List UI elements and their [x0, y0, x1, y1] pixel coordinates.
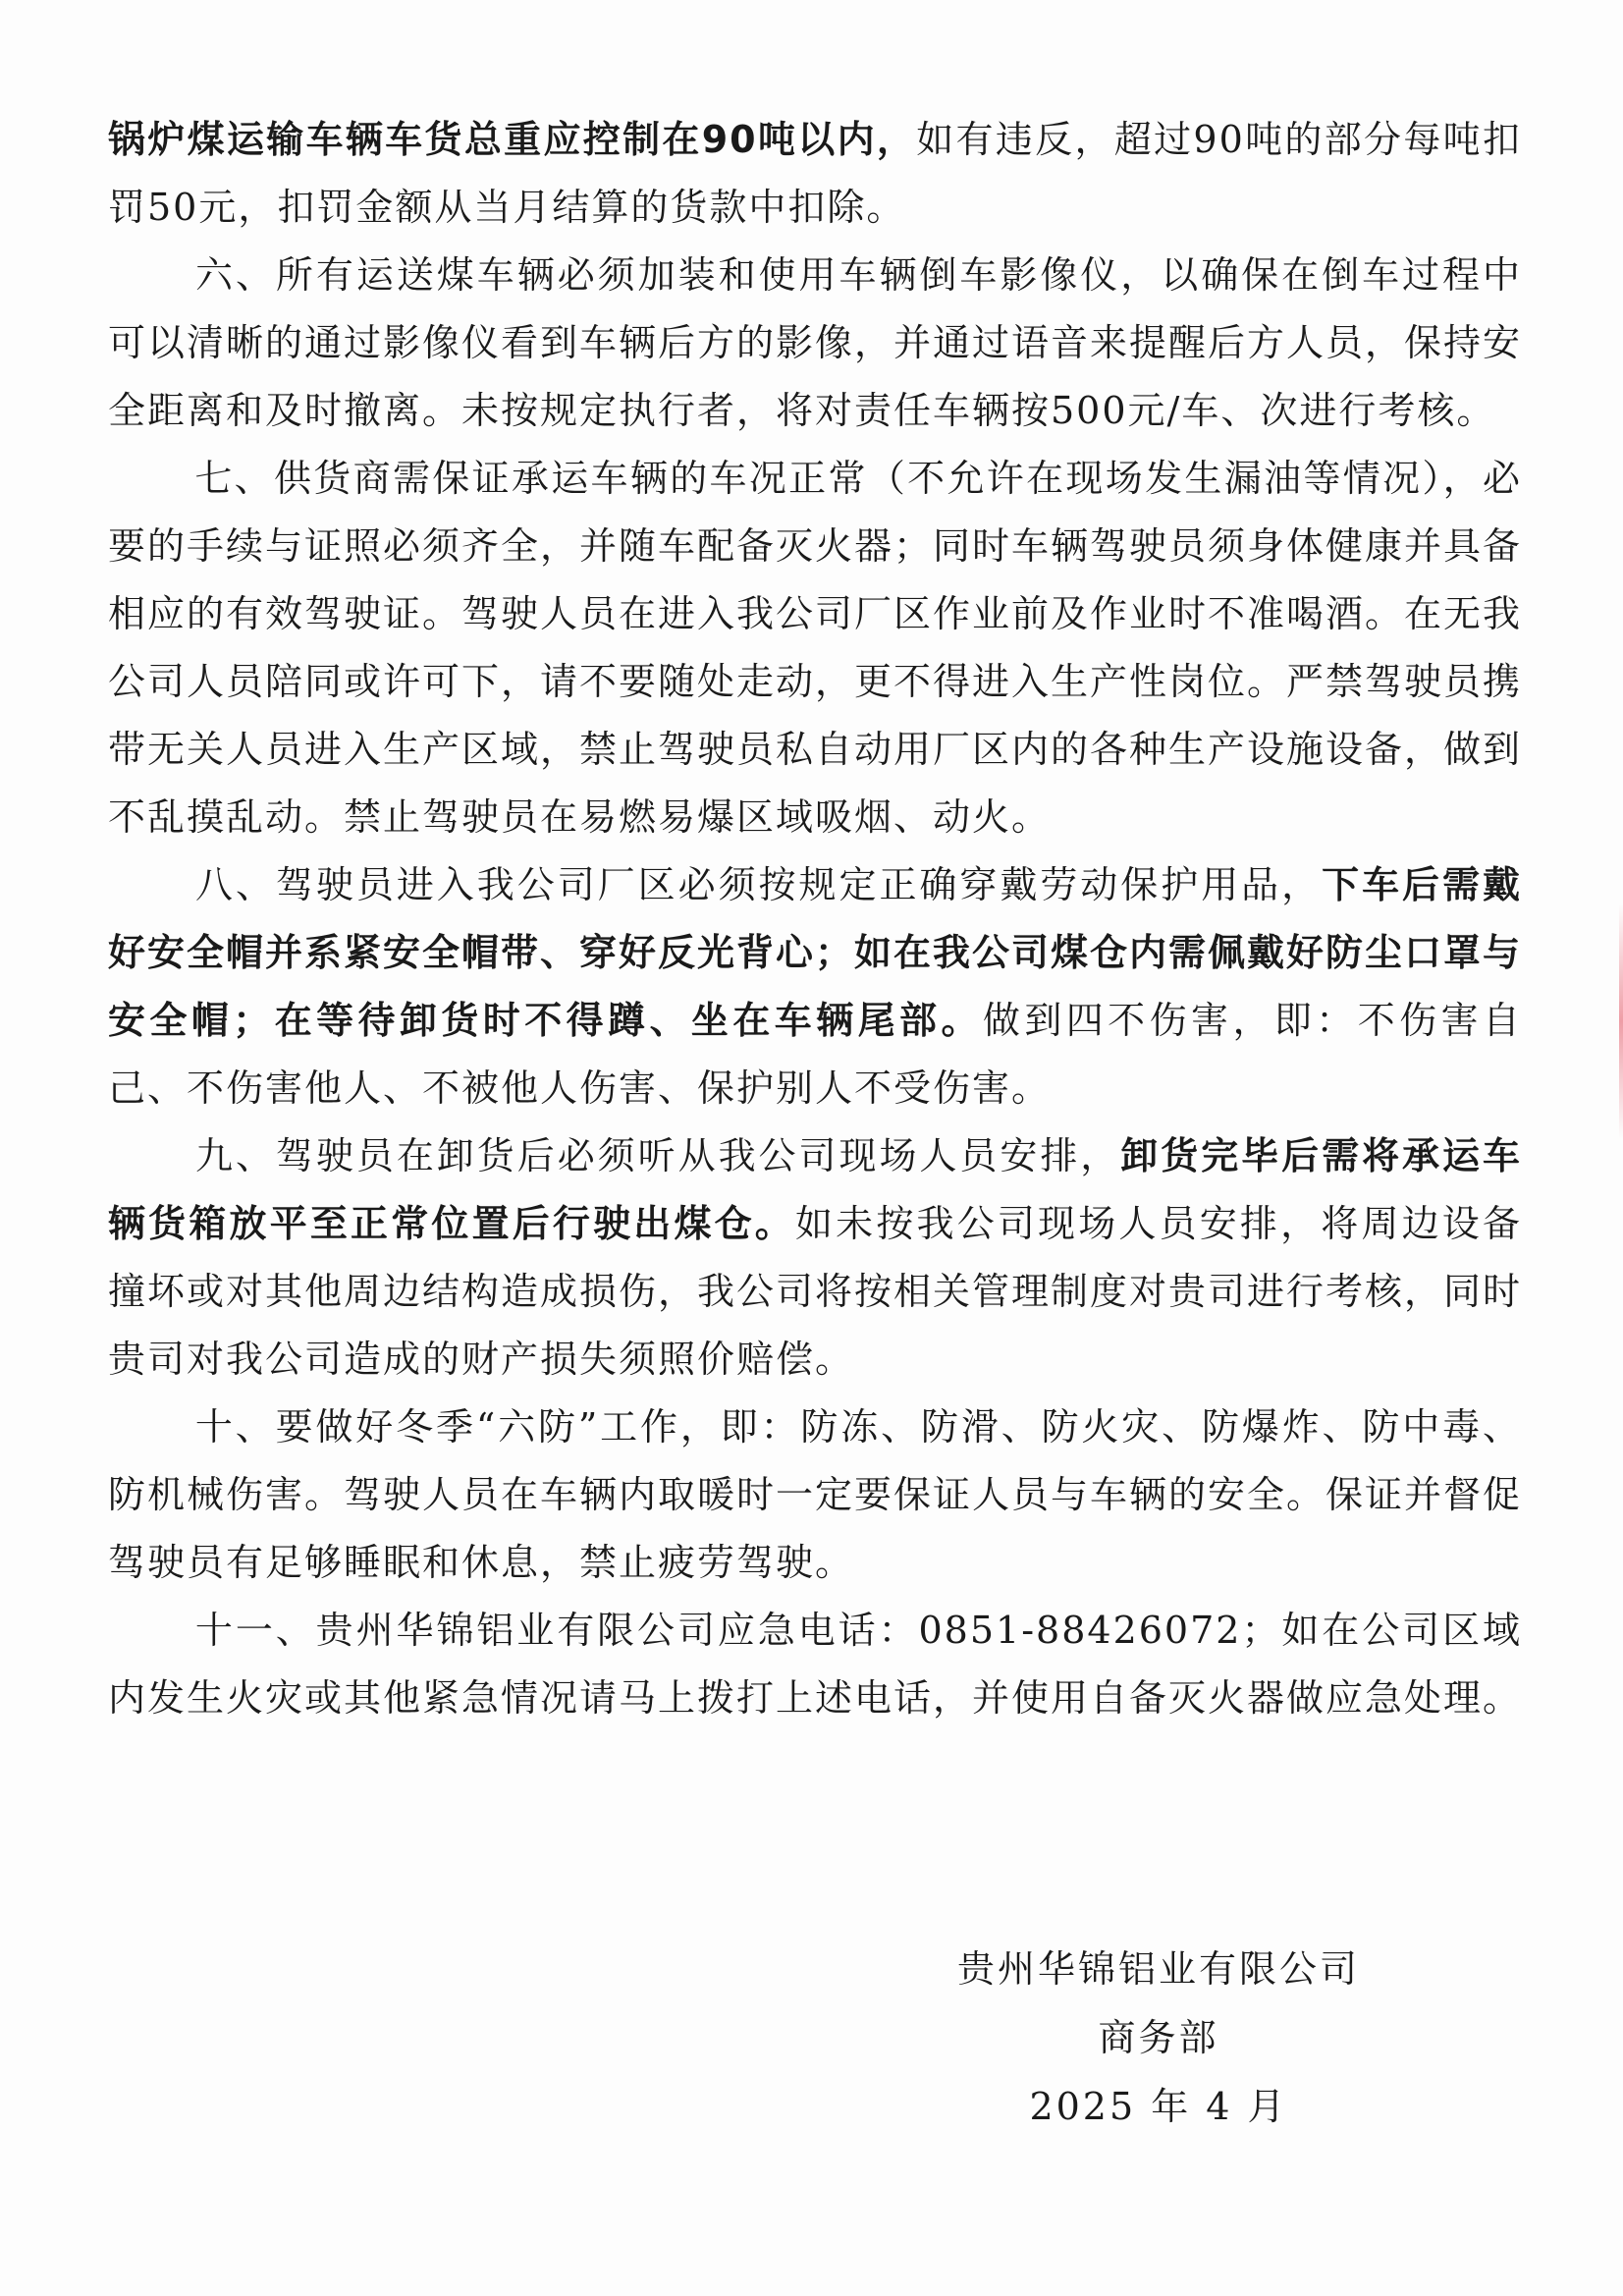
- signature-date: 2025 年 4 月: [1029, 2085, 1288, 2128]
- paragraph-text: 七、供货商需保证承运车辆的车况正常（不允许在现场发生漏油等情况），必要的手续与证照必须齐全，并随车配备灭火器；同时车辆驾驶员须身体健康并具备相应的有效驾驶证。驾驶人员在进入我公司厂区作业前及作业时不准喝酒。在无我公司人员陪同或许可下，请不要随处走动，更不得进入生产性岗位。严禁驾驶员携带无关人员进入生产区域，禁止驾驶员私自动用厂区内的各种生产设施设备，做到不乱摸乱动。禁止驾驶员在易燃易爆区域吸烟、动火。: [108, 457, 1523, 839]
- paragraph-8: [108, 851, 1522, 1122]
- paragraph-text: 八、驾驶员进入我公司厂区必须按规定正确穿戴劳动保护用品，: [194, 863, 1323, 906]
- paragraph-9: [108, 1122, 1522, 1394]
- paragraph-text: 如未按我公司现场人员安排，将周边设备撞坏或对其他周边结构造成损伤，我公司将按相关管理制度对贵司进行考核，同时贵司对我公司造成的财产损失须照价赔偿。: [108, 1202, 1523, 1381]
- signature-company: 贵州华锦铝业有限公司: [956, 1947, 1360, 1991]
- bold-text: 锅炉煤运输车辆车货总重应控制在90吨以内，: [108, 118, 917, 161]
- paragraph-text: 九、驾驶员在卸货后必须听从我公司现场人员安排，: [194, 1134, 1121, 1177]
- signature-department: 商务部: [1098, 2016, 1219, 2059]
- paragraph-11: [108, 1597, 1522, 1732]
- paragraph-10: [108, 1394, 1522, 1597]
- paragraph-6: [108, 242, 1522, 445]
- paragraph-7: [108, 445, 1522, 851]
- paragraph-text: 做到四不伤害，即：不伤害自己、不伤害他人、不被他人伤害、保护别人不受伤害。: [108, 999, 1522, 1110]
- document-body: [108, 106, 1522, 1732]
- paragraph-text: 六、所有运送煤车辆必须加装和使用车辆倒车影像仪，以确保在倒车过程中可以清晰的通过影像仪看到车辆后方的影像，并通过语音来提醒后方人员，保持安全距离和及时撤离。未按规定执行者，将对责任车辆按500元/车、次进行考核。: [108, 253, 1523, 432]
- paragraph-text: 如有违反，超过90吨的部分每吨扣罚50元，扣罚金额从当月结算的货款中扣除。: [108, 118, 1523, 229]
- paragraph-text: 十、要做好冬季“六防”工作，即：防冻、防滑、防火灾、防爆炸、防中毒、防机械伤害。驾驶人员在车辆内取暖时一定要保证人员与车辆的安全。保证并督促驾驶员有足够睡眠和休息，禁止疲劳驾驶。: [108, 1405, 1523, 1584]
- paragraph-continuation: [108, 106, 1522, 242]
- paragraph-text: 十一、贵州华锦铝业有限公司应急电话：0851-88426072；如在公司区域内发生火灾或其他紧急情况请马上拨打上述电话，并使用自备灭火器做应急处理。: [108, 1609, 1523, 1720]
- bold-text: 下车后需戴好安全帽并系紧安全帽带、穿好反光背心；如在我公司煤仓内需佩戴好防尘口罩与安全帽；在等待卸货时不得蹲、坐在车辆尾部。: [108, 863, 1523, 1042]
- bold-text: 卸货完毕后需将承运车辆货箱放平至正常位置后行驶出煤仓。: [108, 1134, 1522, 1245]
- scan-edge-mark: [1619, 903, 1623, 1139]
